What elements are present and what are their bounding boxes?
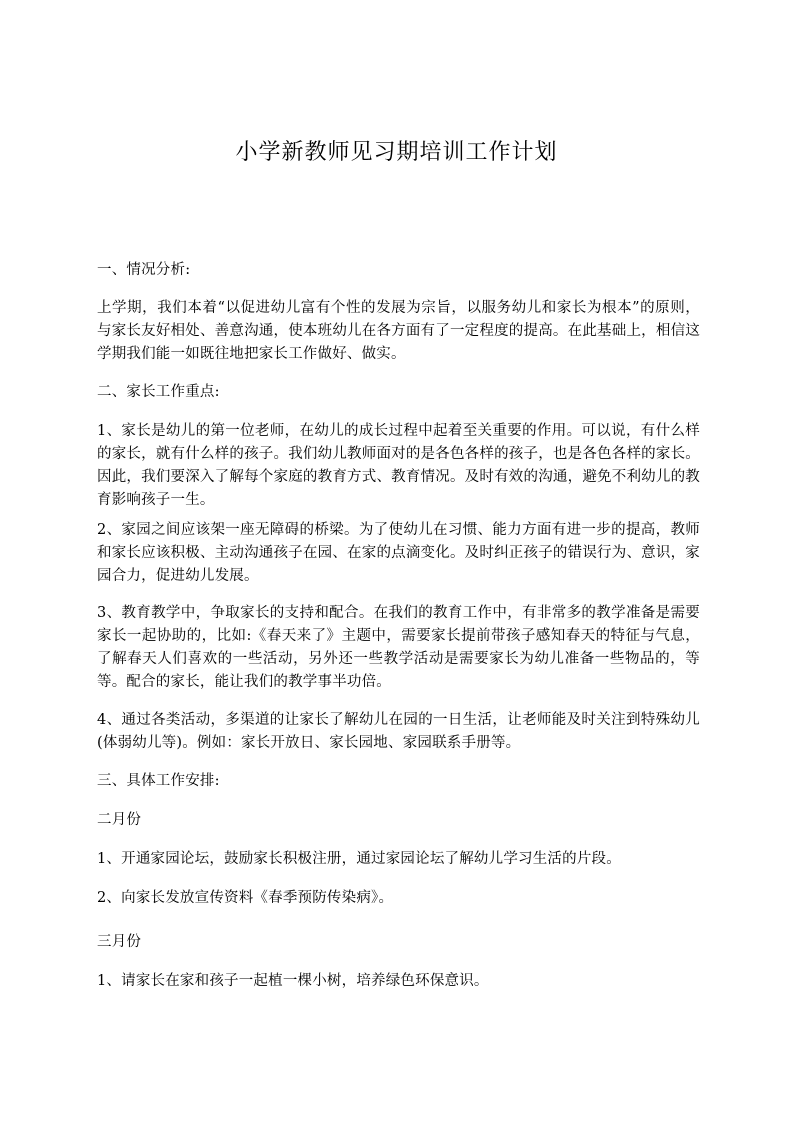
paragraph-focus-1: 1、家长是幼儿的第一位老师，在幼儿的成长过程中起着至关重要的作用。可以说，有什么样的家长，就有什么样的孩子。我们幼儿教师面对的是各色各样的孩子，也是各色各样的家长。因此，我们要深入了解每个家庭的教育方式、教育情况。及时有效的沟通，避免不利幼儿的教育影响孩子一生。 — [97, 423, 700, 508]
section-heading-situation: 一、情况分析: — [97, 262, 191, 278]
month-heading-february: 二月份 — [97, 812, 142, 828]
month-heading-march: 三月份 — [97, 934, 142, 950]
february-item-1: 1、开通家园论坛，鼓励家长积极注册，通过家园论坛了解幼儿学习生活的片段。 — [97, 851, 621, 867]
march-item-1: 1、请家长在家和孩子一起植一棵小树，培养绿色环保意识。 — [97, 973, 489, 989]
document-title: 小学新教师见习期培训工作计划 — [235, 140, 558, 165]
paragraph-focus-4: 4、通过各类活动，多渠道的让家长了解幼儿在园的一日生活，让老师能及时关注到特殊幼儿(体弱幼儿等)。例如：家长开放日、家长园地、家园联系手册等。 — [97, 712, 700, 751]
february-item-2: 2、向家长发放宣传资料《春季预防传染病》。 — [97, 890, 394, 906]
section-heading-arrangement: 三、具体工作安排: — [97, 773, 220, 789]
paragraph-situation: 上学期，我们本着“以促进幼儿富有个性的发展为宗旨，以服务幼儿和家长为根本”的原则，与家长友好相处、善意沟通，使本班幼儿在各方面有了一定程度的提高。在此基础上，相信这学期我们能一如既往地把家长工作做好、做实。 — [97, 300, 700, 362]
section-heading-focus: 二、家长工作重点: — [97, 384, 220, 400]
paragraph-focus-2: 2、家园之间应该架一座无障碍的桥梁。为了使幼儿在习惯、能力方面有进一步的提高，教师和家长应该积极、主动沟通孩子在园、在家的点滴变化。及时纠正孩子的错误行为、意识，家园合力，促进幼儿发展。 — [97, 522, 700, 584]
paragraph-focus-3: 3、教育教学中，争取家长的支持和配合。在我们的教育工作中，有非常多的教学准备是需要家长一起协助的，比如:《春天来了》主题中，需要家长提前带孩子感知春天的特征与气息，了解春天人们喜欢的一些活动，另外还一些教学活动是需要家长为幼儿准备一些物品的，等等。配合的家长，能让我们的教学事半功倍。 — [97, 605, 700, 690]
